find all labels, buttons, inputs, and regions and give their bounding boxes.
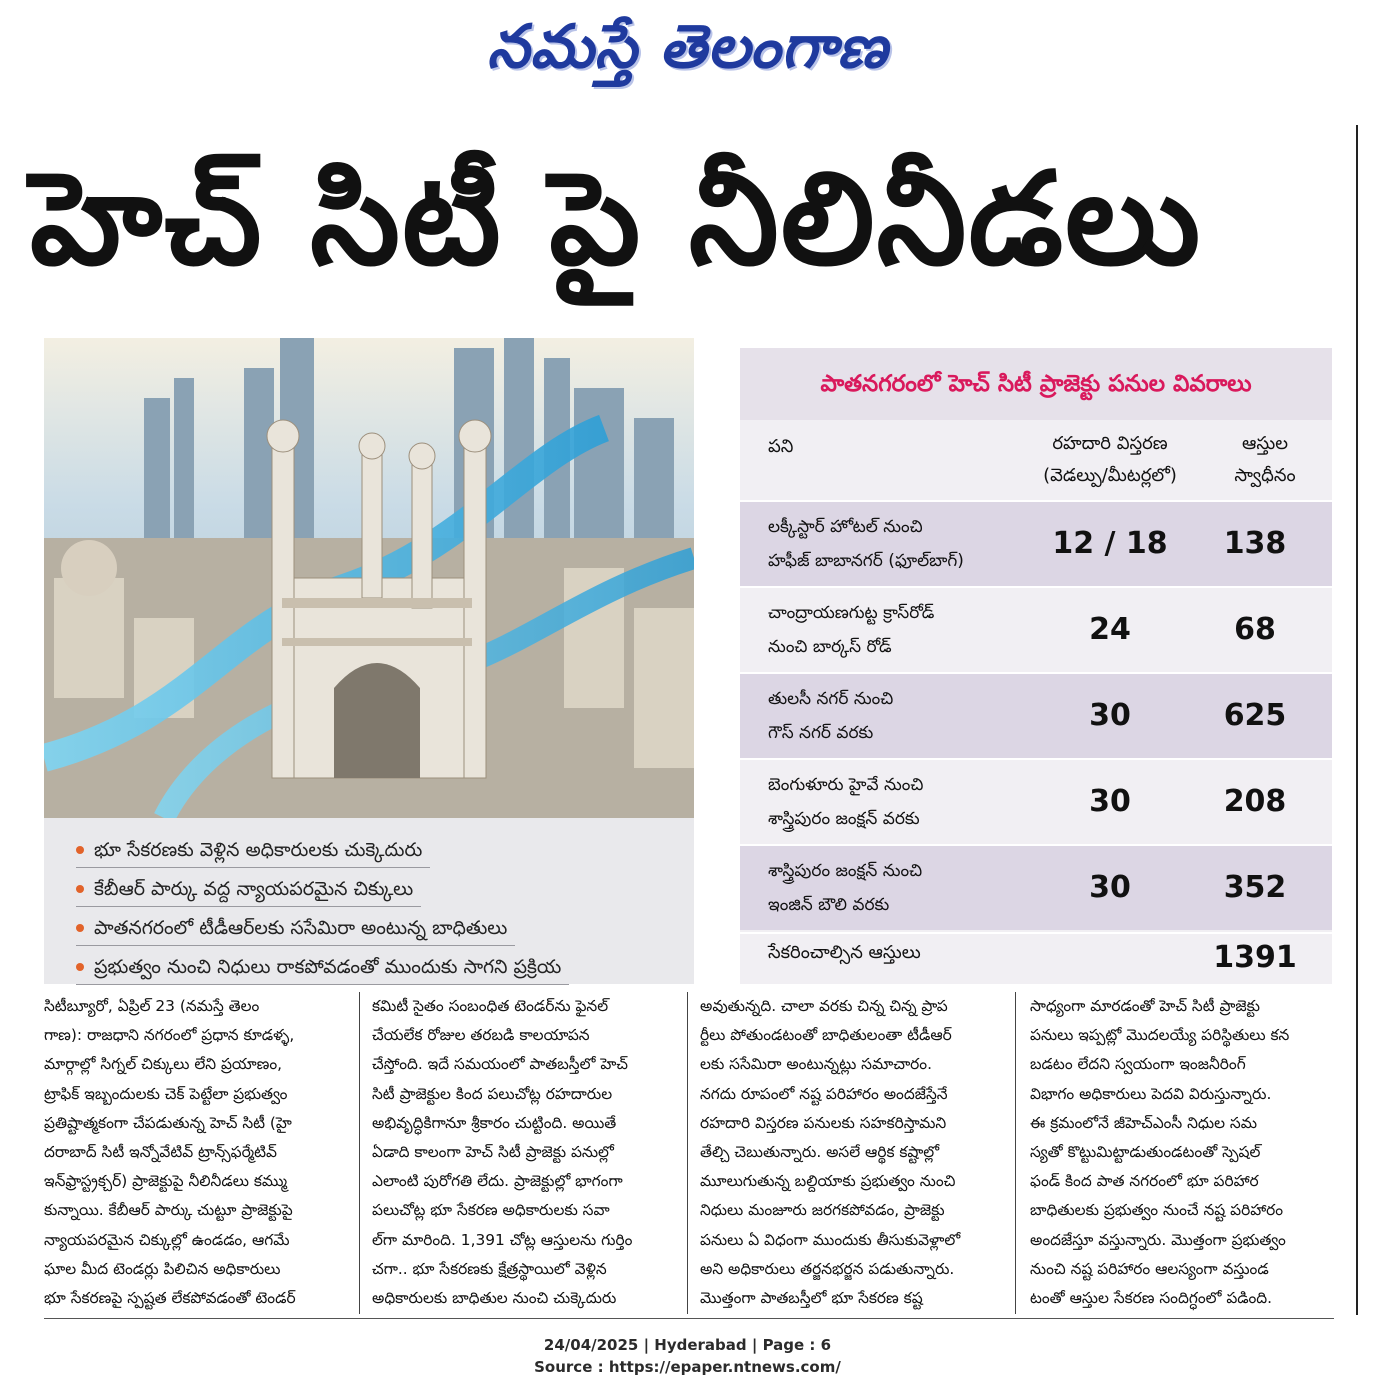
bullet-dot-icon: [76, 846, 84, 854]
total-value: 1391: [1213, 940, 1297, 975]
article-column-4: సాధ్యంగా మారడంతో హెచ్ సిటీ ప్రాజెక్టు పనులు ఇప్పట్లో మొదలయ్యే పరిస్థితులు కన బడటం లేదని స్వయంగా ఇంజనీరింగ్ విభాగం అధికారులు పెదవి విరుస్తున్నారు. ఈ క్రమంలోనే జీహెచ్ఎంసీ నిధుల సమ స్యతో కొట్టుమిట్టాడుతుండటంతో స్పెషల్ ఫండ్ కింద పాత నగరంలో భూ పరిహార బాధితులకు ప్రభుత్వం నుంచే నష్ట పరిహారం అందజేస్తూ వస్తున్నారు. మొత్తంగా ప్రభుత్వం నుంచి నష్ట పరిహారం ఆలస్యంగా వస్తుండ టంతో ఆస్తుల సేకరణ సందిగ్ధంలో పడింది.: [1030, 997, 1290, 1308]
properties-value: 138: [1223, 526, 1287, 561]
table-row: బెంగుళూరు హైవే నుంచి శాస్త్రిపురం జంక్షన్ వరకు 30 208: [740, 758, 1332, 844]
headline: హెచ్ సిటీ పై నీలినీడలు: [30, 145, 1203, 294]
road-width-value: 12 / 18: [1052, 526, 1168, 561]
total-label: సేకరించాల్సిన ఆస్తులు: [768, 942, 921, 963]
highlight-item: పాతనగరంలో టీడీఆర్‌లకు ససేమిరా అంటున్న బాధితులు: [76, 910, 694, 949]
bottom-rule: [44, 1318, 1334, 1319]
highlight-item: భూ సేకరణకు వెళ్లిన అధికారులకు చుక్కెదురు: [76, 832, 694, 871]
header-road-width: రహదారి విస్తరణ (వెడల్పు/మీటర్లలో): [1043, 433, 1177, 486]
project-details-table: [740, 348, 1332, 984]
charminar-illustration: [44, 338, 694, 818]
footer-date-page: 24/04/2025 | Hyderabad | Page : 6: [543, 1336, 832, 1354]
article-column-1: సిటీబ్యూరో, ఏప్రిల్ 23 (నమస్తే తెలం గాణ): రాజధాని నగరంలో ప్రధాన కూడళ్ళ, మార్గాల్లో సిగ్నల్ చిక్కులు లేని ప్రయాణం, ట్రాఫిక్ ఇబ్బందులకు చెక్ పెట్టేలా ప్రభుత్వం ప్రతిష్టాత్మకంగా చేపడుతున్న హెచ్ సిటీ (హై దరాబాద్ సిటీ ఇన్నోవేటివ్ ట్రాన్స్‌ఫర్మేటివ్ ఇన్‌ఫ్రాస్ట్రక్చర్) ప్రాజెక్టుపై నీలినీడలు కమ్ము కున్నాయి. కేబీఆర్ పార్కు చుట్టూ ప్రాజెక్టుపై న్యాయపరమైన చిక్కుల్లో ఉండడం, ఆగమే ఘాల మీద టెండర్లు పిలిచిన అధికారులు భూ సేకరణపై స్పష్టత లేకపోవడంతో టెండర్: [44, 997, 296, 1308]
road-width-value: 24: [1089, 612, 1131, 647]
road-width-value: 30: [1089, 784, 1131, 819]
bullet-dot-icon: [76, 963, 84, 971]
highlights-box: [44, 818, 694, 984]
bullet-dot-icon: [76, 885, 84, 893]
highlight-item: కేబీఆర్ పార్కు వద్ద న్యాయపరమైన చిక్కులు: [76, 871, 694, 910]
properties-value: 68: [1234, 612, 1276, 647]
table-row: శాస్త్రిపురం జంక్షన్ నుంచి ఇంజిన్ బౌలి వరకు 30 352: [740, 844, 1332, 930]
column-divider: [359, 992, 360, 1314]
road-width-value: 30: [1089, 698, 1131, 733]
table-header: [740, 420, 1332, 500]
masthead: [0, 8, 1375, 86]
bullet-dot-icon: [76, 924, 84, 932]
column-divider: [687, 992, 688, 1314]
column-rule-right: [1356, 125, 1358, 1315]
table-title: పాతనగరంలో హెచ్ సిటీ ప్రాజెక్టు పనుల వివరాలు: [740, 348, 1332, 420]
page-footer: [0, 1334, 1375, 1378]
properties-value: 208: [1223, 784, 1287, 819]
table-row: లక్కీస్టార్ హోటల్ నుంచి హఫీజ్ బాబానగర్ (ఫూల్‌బాగ్) 12 / 18 138: [740, 500, 1332, 586]
table-row: చాంద్రాయణగుట్ట క్రాస్‌రోడ్ నుంచి బార్కస్ రోడ్ 24 68: [740, 586, 1332, 672]
properties-value: 352: [1223, 870, 1287, 905]
header-properties: ఆస్తుల స్వాధీనం: [1234, 433, 1296, 486]
article-column-2: కమిటీ సైతం సంబంధిత టెండర్‌ను ఫైనల్ చేయలేక రోజుల తరబడి కాలయాపన చేస్తోంది. ఇదే సమయంలో పాతబస్తీలో హెచ్ సిటీ ప్రాజెక్టుల కింద పలుచోట్ల రహదారుల అభివృద్ధికిగానూ శ్రీకారం చుట్టింది. అయితే ఏడాది కాలంగా హెచ్ సిటీ ప్రాజెక్టు పనుల్లో ఎలాంటి పురోగతి లేదు. ప్రాజెక్టుల్లో భాగంగా పలుచోట్ల భూ సేకరణ అధికారులకు సవా ల్‌గా మారింది. 1,391 చోట్ల ఆస్తులను గుర్తిం చగా.. భూ సేకరణకు క్షేత్రస్థాయిలో వెళ్లిన అధికారులకు బాధితుల నుంచి చుక్కెదురు: [372, 997, 633, 1308]
footer-source-link[interactable]: Source : https://epaper.ntnews.com/: [534, 1358, 841, 1376]
masthead-logo-text: నమస్తే తెలంగాణ: [486, 12, 889, 82]
highlight-item: ప్రభుత్వం నుంచి నిధులు రాకపోవడంతో ముందుకు సాగని ప్రక్రియ: [76, 949, 694, 988]
column-divider: [1015, 992, 1016, 1314]
table-total-row: [740, 932, 1332, 986]
properties-value: 625: [1223, 698, 1287, 733]
table-row: తులసీ నగర్ నుంచి గౌస్ నగర్ వరకు 30 625: [740, 672, 1332, 758]
header-work: పని: [768, 436, 794, 457]
road-width-value: 30: [1089, 870, 1131, 905]
article-column-3: అవుతున్నది. చాలా వరకు చిన్న చిన్న ప్రాప ర్టీలు పోతుండటంతో బాధితులంతా టీడీఆర్ లకు ససేమిరా అంటున్నట్లు సమాచారం. నగదు రూపంలో నష్ట పరిహారం అందజేస్తేనే రహదారి విస్తరణ పనులకు సహకరిస్తామని తేల్చి చెబుతున్నారు. అసలే ఆర్థిక కష్టాల్లో మూలుగుతున్న బల్దియాకు ప్రభుత్వం నుంచి నిధులు మంజూరు జరగకపోవడం, ప్రాజెక్టు పనులు ఏ విధంగా ముందుకు తీసుకువెళ్లాలో అని అధికారులు తర్జనభర్జన పడుతున్నారు. మొత్తంగా పాతబస్తీలో భూ సేకరణ కష్ట: [700, 997, 961, 1308]
